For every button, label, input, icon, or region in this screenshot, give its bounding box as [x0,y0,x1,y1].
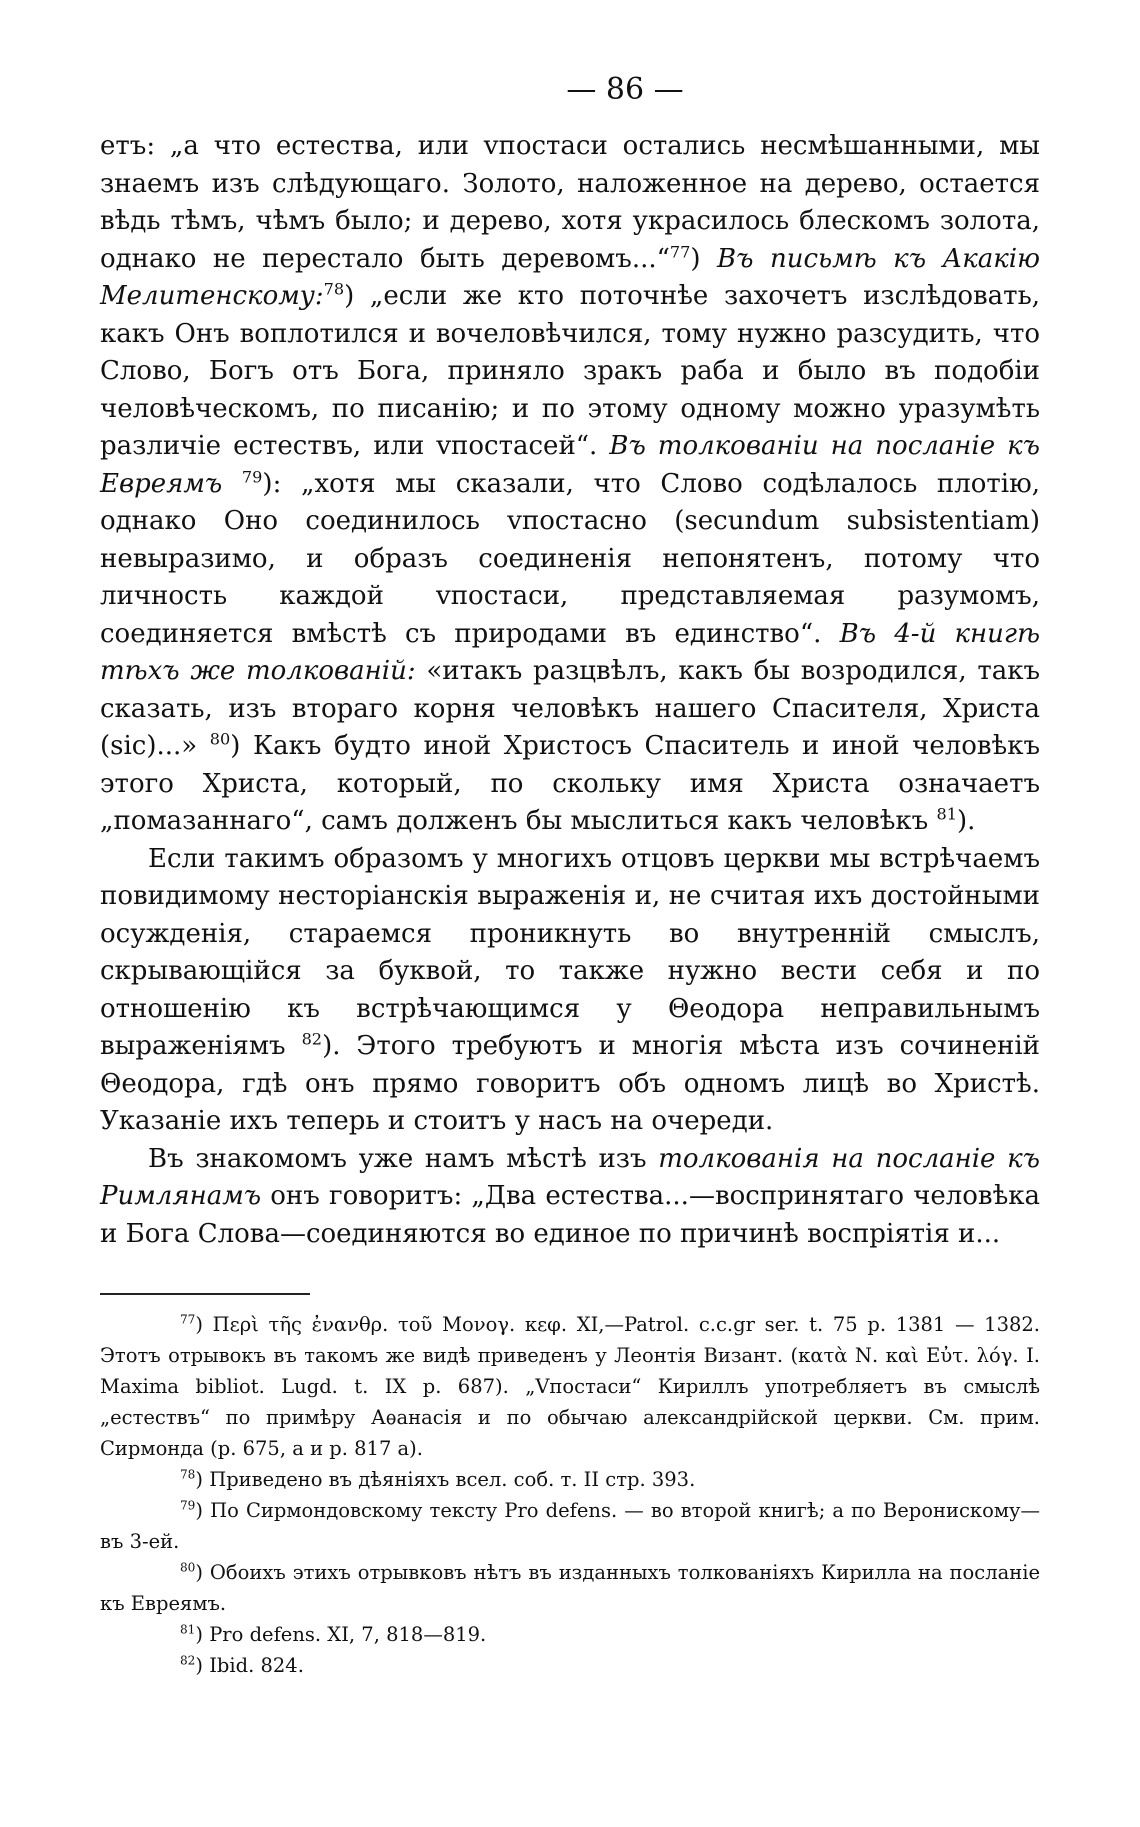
footnote-82: $^{82}$) Ibid. 824. [180,1653,304,1677]
text-run: етъ: „а что естества, или vпостаси остались несмѣшанными, мы знаемъ изъ слѣдующаго. Золото, наложенное на дерево, остается вѣдь тѣмъ, чѣмъ было; и дерево, хотя украсилось блескомъ золота, однако не перестало быть деревомъ...“ [100,131,1040,274]
footnote-number: 78 [180,1467,196,1482]
page-number: — 86 — [566,72,684,107]
paragraph-3 [100,1141,1040,1254]
text-run: Если такимъ образомъ у многихъ отцовъ церкви мы встрѣчаемъ повидимому несторіанскія выраженія и, не считая ихъ достойными осужденія, стараемся проникнуть во внутренній смыслъ, скрывающійся за буквой, то также нужно вести себя и по отношенію къ встрѣчающимся у Θеодора неправильнымъ выраженіямъ [100,843,1040,1061]
text-run: онъ говоритъ: „Два естества...—воспринятаго человѣка и Бога Слова—соединяются во единое по причинѣ воспріятія и... [100,1181,1041,1249]
text-run: ). Этого требуютъ и многія мѣста изъ сочиненій Θеодора, гдѣ онъ прямо говоритъ объ одномъ лицѣ во Христѣ. Указаніе ихъ теперь и стоитъ у насъ на очереди. [100,1031,1041,1136]
footnote-number: 81 [180,1622,196,1637]
footnote-ref: 78 [323,279,345,299]
source-title: Въ письмѣ къ Акакію Мелитенскому: [100,243,1040,311]
footnote-number: 82 [180,1653,196,1668]
footnote-ref: 79 [241,466,263,486]
footnote-text: По Сирмондовскому тексту Pro defens. — во второй книгѣ; а по Веронискому—въ 3-ей. [100,1499,1041,1553]
footnote-number: 77 [180,1312,196,1327]
text-run: ). [956,806,976,836]
footnote-78: $^{78}$) Приведено въ дѣяніяхъ всел. соб. т. II стр. 393. [180,1467,696,1491]
text-run: Въ знакомомъ уже намъ мѣстѣ изъ [148,1143,647,1174]
footnote-number: 79 [180,1498,196,1513]
footnote-81: $^{81}$) Pro defens. XI, 7, 818—819. [180,1622,487,1646]
footnote-text: Pro defens. XI, 7, 818—819. [209,1623,487,1646]
footnote-ref: 82 [301,1029,323,1049]
text-run: „если же кто поточнѣе захочетъ изслѣдовать, какъ Онъ воплотился и вочеловѣчился, тому нужно разсудить, что Слово, Богъ отъ Бога, приняло зракъ раба и было въ подобіи человѣческомъ, по писанію; и по этому одному можно уразумѣть различіе естествъ, или vпостасей“. [100,281,1040,461]
text-run: «итакъ разцвѣлъ, какъ бы возродился, такъ сказать, изъ втораго корня человѣкъ нашего Спасителя, Христа (sic)...» [100,656,1040,761]
footnote-77: $^{77}$) Περὶ τῆς ἐνανθρ. τοῦ Μονογ. κεφ. XI,—Patrol. c.c.gr ser. t. 75 p. 1381 — 1382. Этотъ отрывокъ въ такомъ же видѣ приведенъ у Леонтія Визант. (κατὰ Ν. καὶ Εὐτ. λόγ. I. Maxima bibliot. Lugd. t. IX p. 687). „Vпостаси“ Кириллъ употребляетъ въ смыслѣ „естествъ“ по примѣру Аѳанасія и по обычаю александрійской церкви. См. прим. Сирмонда (p. 675, a и p. 817 a). [100,1312,1040,1460]
text-run: ): „хотя мы сказали, что Слово содѣлалось плотію, однако Оно соединилось vпостасно (secundum subsistentiam) невыразимо, и образъ соединенія непонятенъ, потому что личность каждой vпостаси, представляемая разумомъ, соединяется вмѣстѣ съ природами въ единство“. [100,468,1041,649]
footnote-ref: 80 [209,729,231,749]
footnote-ref: 81 [936,804,957,824]
footnote-divider [100,1293,310,1295]
footnote-text: Περὶ τῆς ἐνανθρ. τοῦ Μονογ. κεφ. XI,—Patrol. c.c.gr ser. t. 75 p. 1381 — 1382. Этотъ отрывокъ въ такомъ же видѣ приведенъ у Леонтія Визант. (κατὰ Ν. καὶ Εὐτ. λόγ. I. Maxima bibliot. Lugd. t. IX p. 687). „Vпостаси“ Кириллъ употребляетъ въ смыслѣ „естествъ“ по примѣру Аѳанасія и по обычаю александрійской церкви. См. прим. Сирмонда (p. 675, a и p. 817 a). [100,1313,1040,1460]
footnote-text: Приведено въ дѣяніяхъ всел. соб. т. II стр. 393. [209,1468,696,1491]
source-title: Въ 4-й книгѣ тѣхъ же толкованій: [100,618,1041,686]
footnote-number: 80 [180,1560,196,1575]
main-text [100,128,1040,1253]
source-title: Въ толкованіи на посланіе къ Евреямъ [100,431,1041,499]
source-title: толкованія на посланіе къ Римлянамъ [100,1143,1041,1211]
footnote-80: $^{80}$) Обоихъ этихъ отрывковъ нѣтъ въ изданныхъ толкованіяхъ Кирилла на посланіе къ Евреямъ. [100,1560,1040,1615]
footnote-text: Обоихъ этихъ отрывковъ нѣтъ въ изданныхъ толкованіяхъ Кирилла на посланіе къ Евреямъ. [100,1561,1040,1615]
footnote-79: $^{79}$) По Сирмондовскому тексту Pro defens. — во второй книгѣ; а по Веронискому—въ 3-ей. [100,1498,1041,1553]
footnote-ref: 77 [669,241,691,261]
footnote-text: Ibid. 824. [209,1654,304,1677]
footnotes [100,1309,1040,1681]
paragraph-1: етъ: „а что естества, или vпостаси остались несмѣшанными, мы знаемъ изъ слѣдующаго. Золото, наложенное на дерево, остается вѣдь тѣмъ, чѣмъ было; и дерево, хотя украсилось блескомъ золота, однако не перестало быть деревомъ...“$^{77}$) Въ письмѣ къ Акакію Мелитенскому:$^{78}$) „если же кто поточнѣе захочетъ изслѣдовать, какъ Онъ воплотился и вочеловѣчился, тому нужно разсудить, что Слово, Богъ отъ Бога, приняло зракъ раба и было въ подобіи человѣческомъ, по писанію; и по этому одному можно уразумѣть различіе естествъ, или vпостасей“. Въ толкованіи на посланіе къ Евреямъ $^{79}$): „хотя мы сказали, что Слово содѣлалось плотію, однако Оно соединилось vпостасно (secundum subsistentiam) невыразимо, и образъ соединенія непонятенъ, потому что личность каждой vпостаси, представляемая разумомъ, соединяется вмѣстѣ съ природами въ единство“. Въ 4-й книгѣ тѣхъ же толкованій: «итакъ разцвѣлъ, какъ бы возродился, такъ сказать, изъ втораго корня человѣкъ нашего Спасителя, Христа (sic)...» $^{80}$) Какъ будто иной Христосъ Спаситель и иной человѣкъ этого Христа, который, по скольку имя Христа означаетъ „помазаннаго“, самъ долженъ бы мыслиться какъ человѣкъ $^{81}$). [100,131,1041,836]
text-run: ) Какъ будто иной Христосъ Спаситель и иной человѣкъ этого Христа, который, по скольку имя Христа означаетъ „помазаннаго“, самъ долженъ бы мыслиться какъ человѣкъ [100,731,1040,836]
paragraph-2 [100,841,1040,1141]
